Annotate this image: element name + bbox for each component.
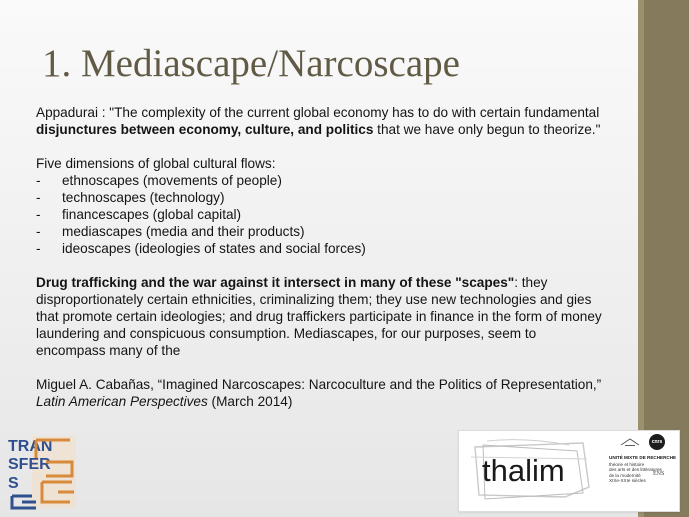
flows-item-label: financescapes (global capital) [62, 207, 242, 222]
thalim-name: thalim [482, 453, 565, 488]
citation-lead: Miguel A. Cabañas, “Imagined Narcoscapes: Narcoculture and the Politics of Representation,” [36, 377, 602, 392]
sorbonne-logo [619, 437, 641, 447]
slide-title: 1. Mediascape/Narcoscape [42, 42, 460, 85]
unit-line: des arts et des littératures [609, 467, 662, 473]
bullet-dash: - [36, 190, 41, 205]
flows-item [36, 172, 606, 189]
bullet-dash: - [36, 224, 41, 239]
flows-item-label: ideoscapes (ideologies of states and social forces) [62, 241, 366, 256]
ens-logo: ENS [653, 471, 665, 477]
thalim-logo [458, 430, 680, 512]
flows-list [36, 172, 606, 257]
drug-bold: Drug trafficking and the war against it intersect in many of these "scapes" [36, 275, 515, 290]
transfers-letters: TRAN [8, 438, 53, 455]
flows-item [36, 240, 606, 257]
flows-item-label: technoscapes (technology) [62, 190, 225, 205]
unit-label: UNITÉ MIXTE DE RECHERCHE [609, 455, 677, 460]
citation-tail: (March 2014) [207, 394, 293, 409]
appadurai-bold: disjunctures between economy, culture, and politics [36, 122, 374, 137]
citation [36, 376, 606, 410]
flows-item [36, 223, 606, 240]
appadurai-tail: that we have only begun to theorize." [373, 122, 601, 137]
flows-item-label: mediascapes (media and their products) [62, 224, 305, 239]
drug-paragraph [36, 274, 606, 359]
citation-journal: Latin American Perspectives [36, 394, 208, 409]
appadurai-quote [36, 104, 606, 138]
unit-line: de la modernité [609, 472, 641, 478]
bullet-dash: - [36, 207, 41, 222]
transfers-logo-graphic [6, 432, 80, 512]
transfers-letters: S [8, 475, 19, 492]
flows-item [36, 206, 606, 223]
cnrs-logo: cnrs [649, 434, 665, 450]
flows-heading: Five dimensions of global cultural flows: [36, 156, 276, 171]
appadurai-lead: Appadurai : "The complexity of the current global economy has to do with certain fundamental [36, 105, 600, 120]
slide-body [36, 104, 606, 410]
flows-item-label: ethnoscapes (movements of people) [62, 173, 282, 188]
flows-item [36, 189, 606, 206]
transfers-letters: SFER [8, 456, 51, 473]
bullet-dash: - [36, 241, 41, 256]
thalim-info [609, 455, 677, 484]
transfers-logo [6, 432, 80, 512]
drug-tail: : they disproportionately certain ethnicities, criminalizing them; they use new technologies and gies that promote certain ideologies; and drug traffickers participate in finance in the form of money laundering and conspicuous consumption. Mediascapes, for our purposes, seem to encompass many of the [36, 275, 602, 358]
unit-line: théorie et histoire [609, 462, 645, 467]
unit-line: XIXe-XXIe siècles [609, 478, 646, 484]
bullet-dash: - [36, 173, 41, 188]
